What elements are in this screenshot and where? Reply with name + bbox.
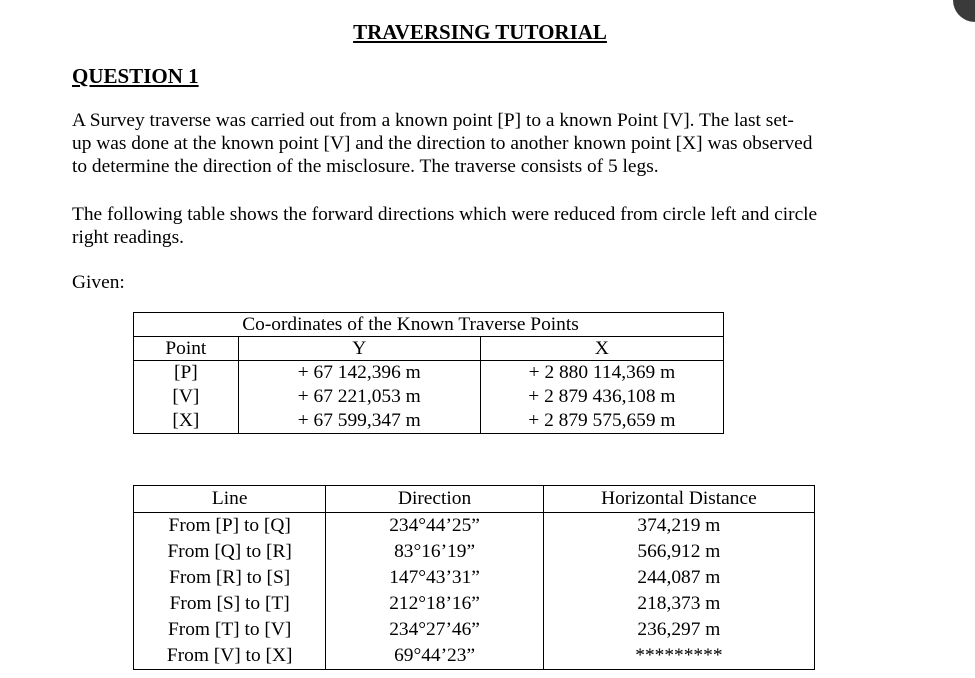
column-header-point: Point (134, 337, 239, 361)
table-row (134, 643, 815, 670)
traverse-legs-table (133, 485, 815, 670)
intro-line: up was done at the known point [V] and the direction to another known point [X] was observed (72, 133, 813, 154)
description-line: right readings. (72, 227, 185, 248)
table-row (134, 385, 724, 409)
table-header-row (134, 337, 724, 361)
direction-cell: 83°16’19” (326, 539, 543, 565)
distance-cell: ********* (543, 643, 814, 670)
question-heading: QUESTION 1 (72, 64, 199, 88)
caption-spacer-cell (134, 313, 239, 337)
distance-cell: 244,087 m (543, 565, 814, 591)
known-points-coordinates-table (133, 312, 724, 434)
table-row (134, 591, 815, 617)
point-cell: [P] (134, 361, 239, 386)
line-cell: From [V] to [X] (134, 643, 326, 670)
point-cell: [V] (134, 385, 239, 409)
intro-line: to determine the direction of the misclosure. The traverse consists of 5 legs. (72, 156, 659, 177)
table-row (134, 565, 815, 591)
direction-cell: 147°43’31” (326, 565, 543, 591)
y-coordinate-cell: + 67 221,053 m (238, 385, 480, 409)
intro-line: A Survey traverse was carried out from a known point [P] to a known Point [V]. The last set- (72, 110, 794, 131)
column-header-line: Line (134, 486, 326, 513)
description-line: The following table shows the forward directions which were reduced from circle left and circle (72, 204, 818, 225)
table-caption: Co-ordinates of the Known Traverse Points (238, 313, 723, 337)
table-row (134, 409, 724, 434)
table-header-row (134, 486, 815, 513)
intro-paragraph (72, 109, 902, 178)
direction-cell: 212°18’16” (326, 591, 543, 617)
table-row (134, 361, 724, 386)
column-header-direction: Direction (326, 486, 543, 513)
distance-cell: 374,219 m (543, 513, 814, 540)
point-cell: [X] (134, 409, 239, 434)
column-header-horizontal-distance: Horizontal Distance (543, 486, 814, 513)
direction-cell: 69°44’23” (326, 643, 543, 670)
line-cell: From [T] to [V] (134, 617, 326, 643)
table-row (134, 617, 815, 643)
page-title: TRAVERSING TUTORIAL (353, 20, 607, 44)
column-header-x: X (480, 337, 723, 361)
x-coordinate-cell: + 2 879 436,108 m (480, 385, 723, 409)
table-caption-row (134, 313, 724, 337)
x-coordinate-cell: + 2 879 575,659 m (480, 409, 723, 434)
column-header-y: Y (238, 337, 480, 361)
line-cell: From [S] to [T] (134, 591, 326, 617)
table-row (134, 513, 815, 540)
x-coordinate-cell: + 2 880 114,369 m (480, 361, 723, 386)
line-cell: From [R] to [S] (134, 565, 326, 591)
direction-cell: 234°27’46” (326, 617, 543, 643)
y-coordinate-cell: + 67 599,347 m (238, 409, 480, 434)
line-cell: From [Q] to [R] (134, 539, 326, 565)
given-label: Given: (72, 272, 125, 293)
distance-cell: 236,297 m (543, 617, 814, 643)
distance-cell: 218,373 m (543, 591, 814, 617)
line-cell: From [P] to [Q] (134, 513, 326, 540)
y-coordinate-cell: + 67 142,396 m (238, 361, 480, 386)
table-description-paragraph (72, 203, 902, 249)
table-row (134, 539, 815, 565)
distance-cell: 566,912 m (543, 539, 814, 565)
direction-cell: 234°44’25” (326, 513, 543, 540)
corner-dot-decoration (953, 0, 975, 22)
